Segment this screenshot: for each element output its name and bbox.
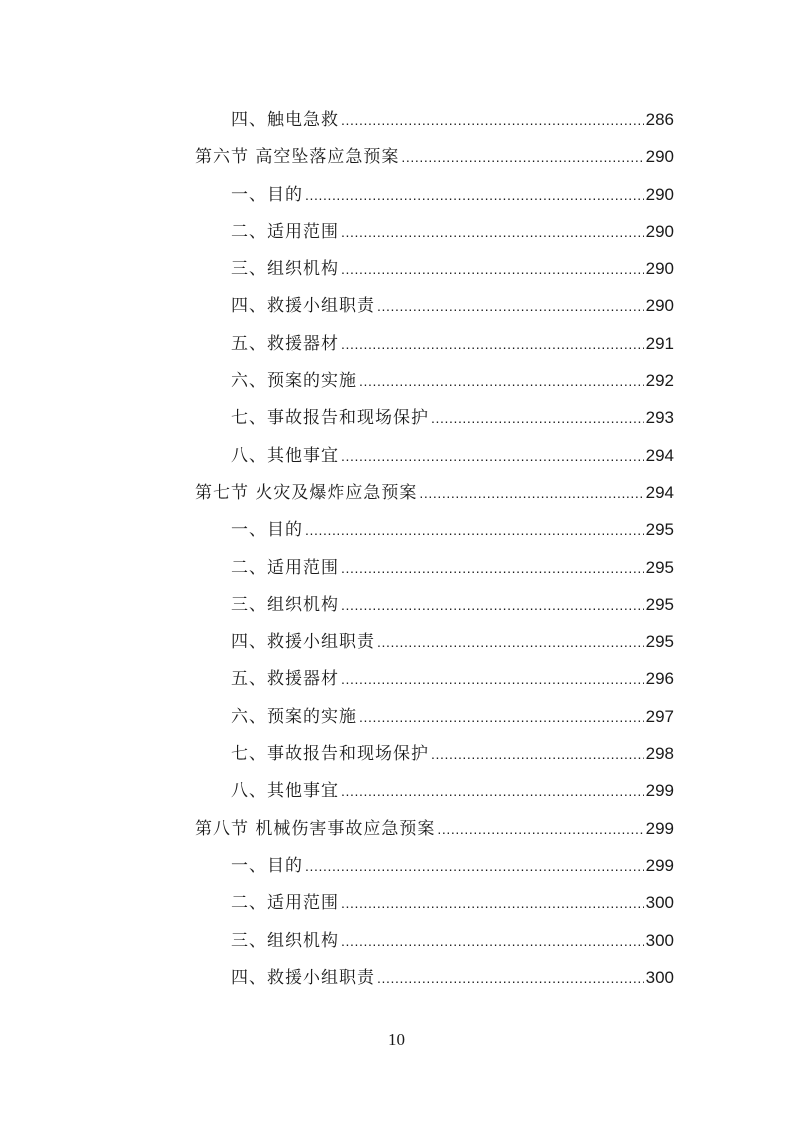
toc-entry-page: 297 — [645, 706, 674, 726]
toc-entry-page: 299 — [645, 781, 674, 801]
toc-entry[interactable] — [195, 623, 674, 660]
toc-entry-page: 291 — [645, 333, 674, 353]
toc-section-entry[interactable] — [195, 474, 674, 511]
toc-entry-page: 300 — [645, 930, 674, 950]
toc-entry-title: 四、救援小组职责 — [231, 967, 375, 988]
toc-entry-title: 六、预案的实施 — [231, 706, 357, 727]
toc-entry-page: 296 — [645, 669, 674, 689]
toc-entry-page: 290 — [645, 221, 674, 241]
toc-entry-title: 四、救援小组职责 — [231, 632, 375, 653]
toc-entry-title: 八、其他事宜 — [231, 445, 339, 466]
toc-entry[interactable] — [195, 176, 674, 213]
dot-leader — [341, 923, 644, 960]
dot-leader — [341, 587, 644, 624]
toc-entry[interactable] — [195, 549, 674, 586]
toc-entry-page: 294 — [645, 445, 674, 465]
toc-entry[interactable] — [195, 213, 674, 250]
toc-entry[interactable] — [195, 250, 674, 287]
toc-entry-page: 295 — [645, 632, 674, 652]
toc-entry-page: 294 — [645, 482, 674, 502]
toc-entry-page: 295 — [645, 557, 674, 577]
toc-entry-title: 三、组织机构 — [231, 259, 339, 280]
toc-entry-page: 292 — [645, 371, 674, 391]
toc-entry[interactable] — [195, 959, 674, 996]
dot-leader — [401, 139, 643, 176]
dot-leader — [359, 363, 644, 400]
toc-entry[interactable] — [195, 847, 674, 884]
toc-entry-title: 二、适用范围 — [231, 557, 339, 578]
toc-entry[interactable] — [195, 325, 674, 362]
toc-entry-page: 293 — [645, 408, 674, 428]
dot-leader — [341, 438, 644, 475]
toc-entry-page: 290 — [645, 259, 674, 279]
dot-leader — [341, 773, 644, 810]
toc-section-entry[interactable] — [195, 810, 674, 847]
toc-entry[interactable] — [195, 399, 674, 436]
dot-leader — [437, 811, 643, 848]
dot-leader — [419, 475, 643, 512]
page-number: 10 — [388, 1030, 405, 1049]
toc-entry[interactable] — [195, 698, 674, 735]
toc-entry[interactable] — [195, 660, 674, 697]
toc-entry-title: 二、适用范围 — [231, 221, 339, 242]
toc-entry-page: 299 — [645, 855, 674, 875]
toc-entry-page: 295 — [645, 594, 674, 614]
dot-leader — [341, 885, 644, 922]
toc-entry-page: 299 — [645, 818, 674, 838]
dot-leader — [341, 214, 644, 251]
toc-entry-page: 300 — [645, 893, 674, 913]
toc-entry-page: 300 — [645, 967, 674, 987]
toc-entry-title: 四、救援小组职责 — [231, 296, 375, 317]
dot-leader — [305, 177, 644, 214]
toc-entry-page: 290 — [645, 296, 674, 316]
toc-entry-page: 286 — [645, 110, 674, 129]
toc-entry[interactable] — [195, 735, 674, 772]
toc-section-entry[interactable] — [195, 138, 674, 175]
dot-leader — [431, 736, 644, 773]
toc-entry-page: 298 — [645, 744, 674, 764]
toc-entry-page: 295 — [645, 520, 674, 540]
dot-leader — [341, 251, 644, 288]
toc-entry[interactable] — [195, 772, 674, 809]
toc-entry-title: 二、适用范围 — [231, 893, 339, 914]
dot-leader — [341, 661, 644, 698]
toc-entry[interactable] — [195, 511, 674, 548]
toc-entry-title: 一、目的 — [231, 520, 303, 541]
toc-entry-title: 一、目的 — [231, 184, 303, 205]
dot-leader — [305, 512, 644, 549]
dot-leader — [431, 400, 644, 437]
dot-leader — [359, 699, 644, 736]
toc-entry-title: 五、救援器材 — [231, 669, 339, 690]
toc-entry-title: 五、救援器材 — [231, 333, 339, 354]
toc-entry-title: 七、事故报告和现场保护 — [231, 408, 429, 429]
toc-entry-title: 四、触电急救 — [231, 110, 339, 130]
toc-entry-title: 六、预案的实施 — [231, 371, 357, 392]
toc-entry-page: 290 — [645, 184, 674, 204]
toc-entry-title: 七、事故报告和现场保护 — [231, 744, 429, 765]
dot-leader — [377, 288, 644, 325]
toc-entry[interactable] — [195, 362, 674, 399]
toc-entry-title: 三、组织机构 — [231, 594, 339, 615]
toc-entry-title: 三、组织机构 — [231, 930, 339, 951]
dot-leader — [341, 102, 644, 139]
dot-leader — [341, 326, 644, 363]
dot-leader — [377, 960, 644, 997]
dot-leader — [305, 848, 644, 885]
toc-entry-title: 第七节 火灾及爆炸应急预案 — [195, 482, 418, 503]
toc-entry[interactable] — [195, 884, 674, 921]
toc-entry-title: 第六节 高空坠落应急预案 — [195, 147, 400, 168]
toc-entry[interactable] — [195, 437, 674, 474]
toc-entry[interactable] — [195, 586, 674, 623]
toc-entry-page: 290 — [645, 147, 674, 167]
toc-entry[interactable] — [195, 101, 674, 138]
toc-entry-title: 八、其他事宜 — [231, 781, 339, 802]
dot-leader — [377, 624, 644, 661]
toc-entry[interactable] — [195, 287, 674, 324]
table-of-contents — [195, 101, 674, 996]
dot-leader — [341, 550, 644, 587]
toc-entry-title: 一、目的 — [231, 855, 303, 876]
toc-entry[interactable] — [195, 922, 674, 959]
toc-entry-title: 第八节 机械伤害事故应急预案 — [195, 818, 436, 839]
